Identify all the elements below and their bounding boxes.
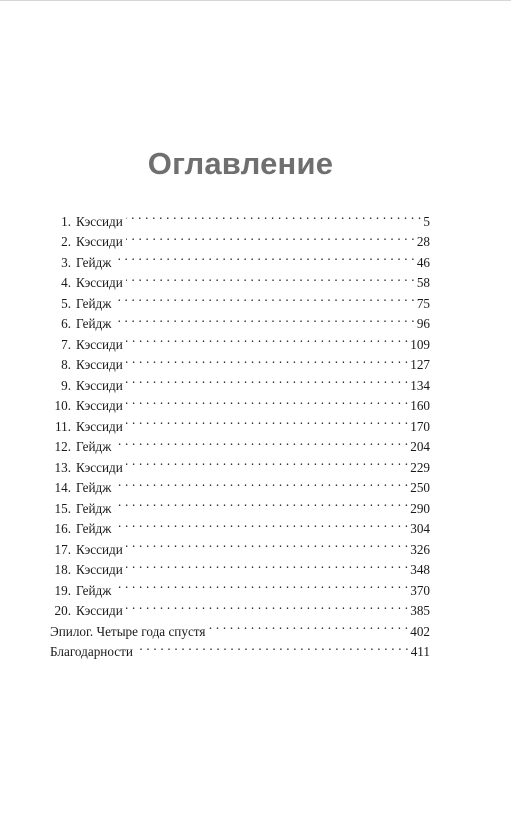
toc-entry-page-number: 75	[416, 295, 430, 311]
toc-entry-number: 14.	[54, 480, 71, 495]
toc-dot-leader	[114, 308, 414, 329]
toc-entry-title: Эпилог. Четыре года спустя	[50, 623, 206, 639]
toc-entry-number: 11.	[55, 418, 71, 434]
toc-dot-leader	[126, 595, 408, 616]
toc-entry-page-number: 402	[410, 623, 430, 639]
toc-entry-number: 4.	[61, 275, 71, 290]
toc-entry-title: Гейдж	[76, 254, 112, 270]
toc-entry-page-number: 370	[410, 582, 430, 598]
toc-entry-title: Кэссиди	[76, 418, 123, 434]
page-top-border	[0, 0, 511, 1]
toc-dot-leader	[114, 472, 408, 493]
toc-entry-title: Гейдж	[76, 500, 112, 516]
toc-dot-leader	[114, 287, 414, 308]
toc-entry-number: 2.	[61, 234, 71, 249]
toc-entry-page-number: 204	[410, 439, 430, 454]
table-of-contents	[50, 205, 430, 659]
toc-entry-page-number: 229	[410, 459, 430, 475]
toc-dot-leader	[126, 349, 408, 370]
toc-entry-number: 15.	[54, 500, 71, 516]
toc-dot-leader	[126, 554, 408, 575]
toc-entry-number: 3.	[61, 254, 71, 270]
toc-entry-page-number: 109	[410, 336, 430, 352]
toc-dot-leader	[126, 328, 408, 349]
toc-entry-title: Гейдж	[76, 439, 112, 454]
toc-dot-leader	[136, 636, 409, 657]
toc-entry-title: Гейдж	[76, 521, 112, 536]
toc-entry-title: Кэссиди	[76, 562, 123, 577]
toc-entry-title: Гейдж	[76, 316, 112, 331]
toc-entry[interactable]	[50, 205, 430, 229]
toc-entry-page-number: 385	[410, 603, 430, 618]
toc-dot-leader	[208, 615, 408, 636]
toc-dot-leader	[126, 451, 408, 472]
toc-entry-number: 6.	[61, 316, 71, 331]
toc-entry-page-number: 250	[410, 480, 430, 495]
toc-entry-page-number: 46	[416, 254, 430, 270]
toc-entry-page-number: 134	[410, 377, 430, 393]
toc-entry-number: 17.	[54, 541, 71, 557]
toc-entry-page-number: 348	[410, 562, 430, 577]
toc-entry-page-number: 28	[416, 234, 430, 249]
toc-entry-number: 10.	[54, 398, 71, 413]
toc-dot-leader	[114, 492, 408, 513]
toc-entry-title: Кэссиди	[76, 357, 123, 372]
toc-entry-title: Кэссиди	[76, 275, 123, 290]
toc-entry-title: Кэссиди	[76, 541, 123, 557]
toc-dot-leader	[126, 205, 422, 226]
toc-dot-leader	[126, 533, 408, 554]
toc-entry-page-number: 304	[410, 521, 430, 536]
toc-dot-leader	[126, 226, 415, 247]
toc-entry-page-number: 58	[416, 275, 430, 290]
toc-entry-title: Гейдж	[76, 582, 112, 598]
toc-entry-number: 13.	[54, 459, 71, 475]
toc-entry-title: Благодарности	[50, 644, 133, 659]
toc-entry-number: 18.	[54, 562, 71, 577]
toc-entry-page-number: 411	[410, 644, 430, 659]
toc-entry-page-number: 127	[410, 357, 430, 372]
toc-entry-page-number: 5	[423, 213, 430, 229]
toc-entry-page-number: 160	[410, 398, 430, 413]
toc-entry-number: 9.	[61, 377, 71, 393]
toc-dot-leader	[126, 390, 408, 411]
toc-entry-number: 20.	[54, 603, 71, 618]
toc-entry-number: 5.	[61, 295, 71, 311]
toc-entry-title: Кэссиди	[76, 459, 123, 475]
toc-entry-title: Гейдж	[76, 480, 112, 495]
toc-entry-page-number: 326	[410, 541, 430, 557]
toc-dot-leader	[114, 574, 408, 595]
toc-entry-page-number: 170	[410, 418, 430, 434]
toc-entry-title: Кэссиди	[76, 213, 123, 229]
toc-heading: Оглавление	[147, 146, 334, 181]
toc-entry-title: Кэссиди	[76, 377, 123, 393]
toc-entry-number: 19.	[54, 582, 71, 598]
toc-entry-page-number: 290	[410, 500, 430, 516]
toc-dot-leader	[126, 267, 415, 288]
toc-entry-title: Кэссиди	[76, 336, 123, 352]
toc-dot-leader	[114, 246, 414, 267]
toc-entry-number: 1.	[61, 213, 71, 229]
toc-dot-leader	[114, 513, 408, 534]
toc-entry-number: 12.	[54, 439, 71, 454]
toc-entry-title: Кэссиди	[76, 398, 123, 413]
toc-entry-page-number: 96	[416, 316, 430, 331]
toc-entry-number: 16.	[54, 521, 71, 536]
toc-entry-number: 7.	[61, 336, 71, 352]
toc-dot-leader	[114, 431, 408, 452]
toc-entry-title: Кэссиди	[76, 603, 123, 618]
toc-entry-number: 8.	[61, 357, 71, 372]
toc-dot-leader	[126, 410, 408, 431]
toc-dot-leader	[126, 369, 408, 390]
toc-entry-title: Кэссиди	[76, 234, 123, 249]
toc-entry-title: Гейдж	[76, 295, 112, 311]
